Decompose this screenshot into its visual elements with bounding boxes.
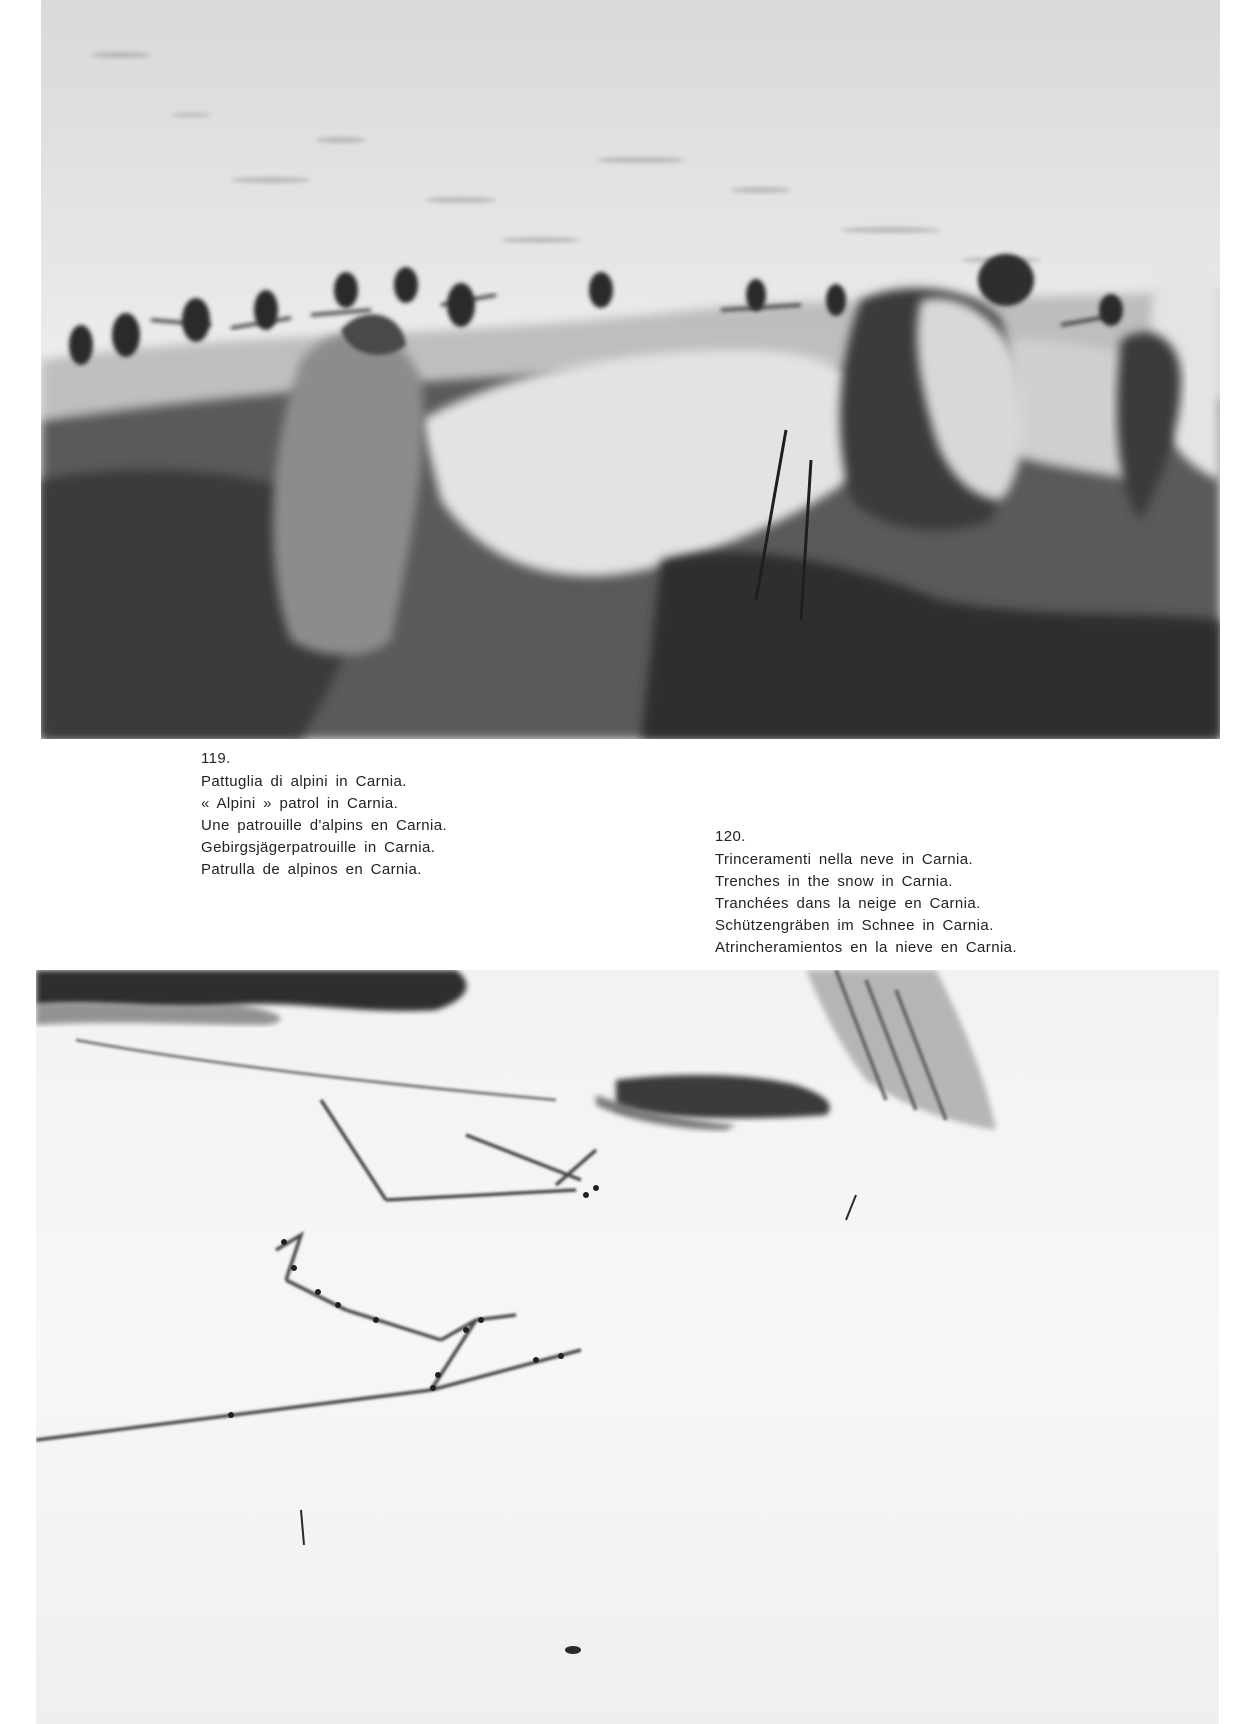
caption-120-spanish: Atrincheramientos en la nieve en Carnia.	[715, 939, 1017, 956]
photo-trenches-snow-image	[36, 970, 1219, 1724]
photo-trenches-snow	[36, 970, 1219, 1724]
caption-119-number: 119.	[201, 750, 231, 767]
caption-119-english: « Alpini » patrol in Carnia.	[201, 795, 399, 812]
caption-120-number: 120.	[715, 828, 746, 845]
caption-119-german: Gebirgsjägerpatrouille in Carnia.	[201, 839, 436, 856]
caption-119	[201, 748, 447, 881]
caption-119-spanish: Patrulla de alpinos en Carnia.	[201, 861, 422, 878]
caption-119-french: Une patrouille d'alpins en Carnia.	[201, 817, 448, 834]
caption-120-italian: Trinceramenti nella neve in Carnia.	[715, 851, 974, 868]
photo-alpini-patrol-image	[41, 0, 1220, 739]
caption-120-french: Tranchées dans la neige en Carnia.	[715, 895, 981, 912]
caption-119-italian: Pattuglia di alpini in Carnia.	[201, 773, 407, 790]
caption-120-german: Schützengräben im Schnee in Carnia.	[715, 917, 994, 934]
photo-alpini-patrol	[41, 0, 1220, 739]
caption-120	[715, 826, 1017, 959]
caption-120-english: Trenches in the snow in Carnia.	[715, 873, 953, 890]
